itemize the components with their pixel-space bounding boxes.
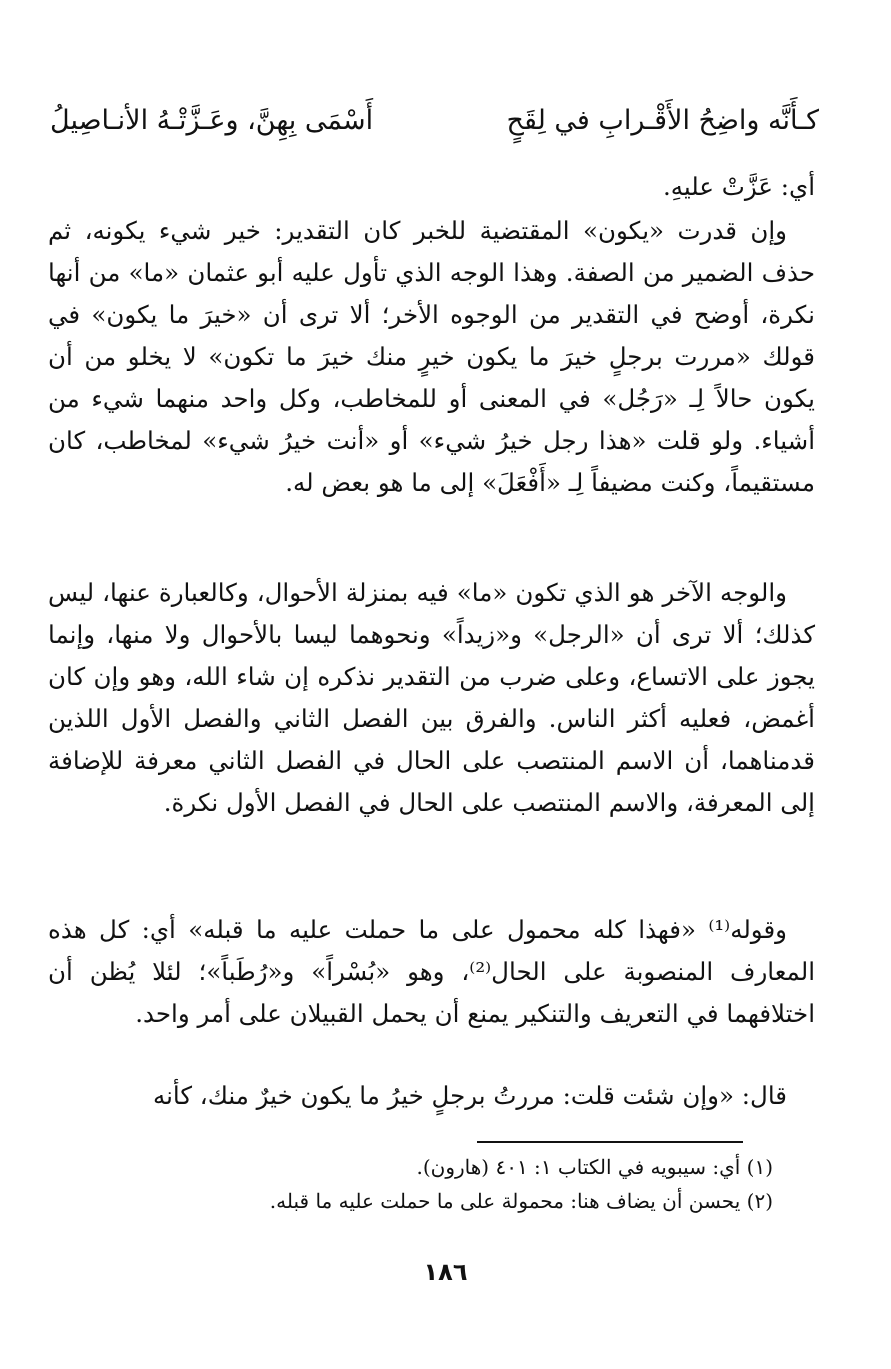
verse-gloss-text: أي: عَزَّتْ عليهِ. [662,172,815,201]
paragraph-1 [48,210,815,504]
verse-gloss [48,166,815,208]
footnotes [48,1150,773,1218]
verse-second-hemistich: أَسْمَى بِهِنَّ، وعَـزَّتْـهُ الأنـاصِيلُ [50,105,374,136]
footnote-separator [477,1141,743,1143]
paragraph-3 [48,909,815,1035]
paragraph-2 [48,572,815,824]
footnote-2: (٢) يحسن أن يضاف هنا: محمولة على ما حملت عليه ما قبله. [269,1189,773,1213]
paragraph-text: وإن قدرت «يكون» المقتضية للخبر كان التقدير: خير شيء يكونه، ثم حذف الضمير من الصفة. وهذا الوجه الذي تأول عليه أبو عثمان «ما» من أنها نكرة، أوضح في التقدير من الوجوه الأخر؛ ألا ترى أن «خيرَ ما يكون» في قولك «مررت برجلٍ خيرَ ما يكون خيرٍ منك خيرَ ما تكون» لا يخلو من أن يكون حالاً لِـ «رَجُل» في المعنى أو للمخاطب، وكل واحد منهما شيء من أشياء. ولو قلت «هذا رجل خيرُ شيء» أو «أنت خيرُ شيء» لمخاطب، كان مستقيماً، وكنت مضيفاً لِـ «أَفْعَلَ» إلى ما هو بعض له. [48,216,815,497]
poetry-verse [40,105,819,151]
verse-first-hemistich: كـأَنَّه واضِحُ الأَقْـرابِ في لِقَحٍ [506,105,819,136]
footnote-1: (١) أي: سيبويه في الكتاب ١: ٤٠١ (هارون). [416,1155,773,1179]
paragraph-4 [48,1075,815,1117]
paragraph-text: وقوله⁽¹⁾ «فهذا كله محمول على ما حملت عليه ما قبله» أي: كل هذه المعارف المنصوبة على الحال⁽²⁾، وهو «بُسْراً» و«رُطَباً»؛ لئلا يُظن أن اختلافهما في التعريف والتنكير يمنع أن يحمل القبيلان على أمر واحد. [48,915,815,1028]
paragraph-text: قال: «وإن شئت قلت: مررتُ برجلٍ خيرُ ما يكون خيرٌ منك، كأنه [152,1081,787,1110]
page-number: ١٨٦ [423,1258,468,1286]
paragraph-text: والوجه الآخر هو الذي تكون «ما» فيه بمنزلة الأحوال، وكالعبارة عنها، ليس كذلك؛ ألا ترى أن «الرجل» و«زيداً» ونحوهما ليسا بالأحوال ولا منها، وإنما يجوز على الاتساع، وعلى ضرب من التقدير نذكره إن شاء الله، وهو وإن كان أغمض، فعليه أكثر الناس. والفرق بين الفصل الثاني والفصل الأول اللذين قدمناهما، أن الاسم المنتصب على الحال في الفصل الثاني معرفة للإضافة إلى المعرفة، والاسم المنتصب على الحال في الفصل الأول نكرة. [48,578,815,817]
